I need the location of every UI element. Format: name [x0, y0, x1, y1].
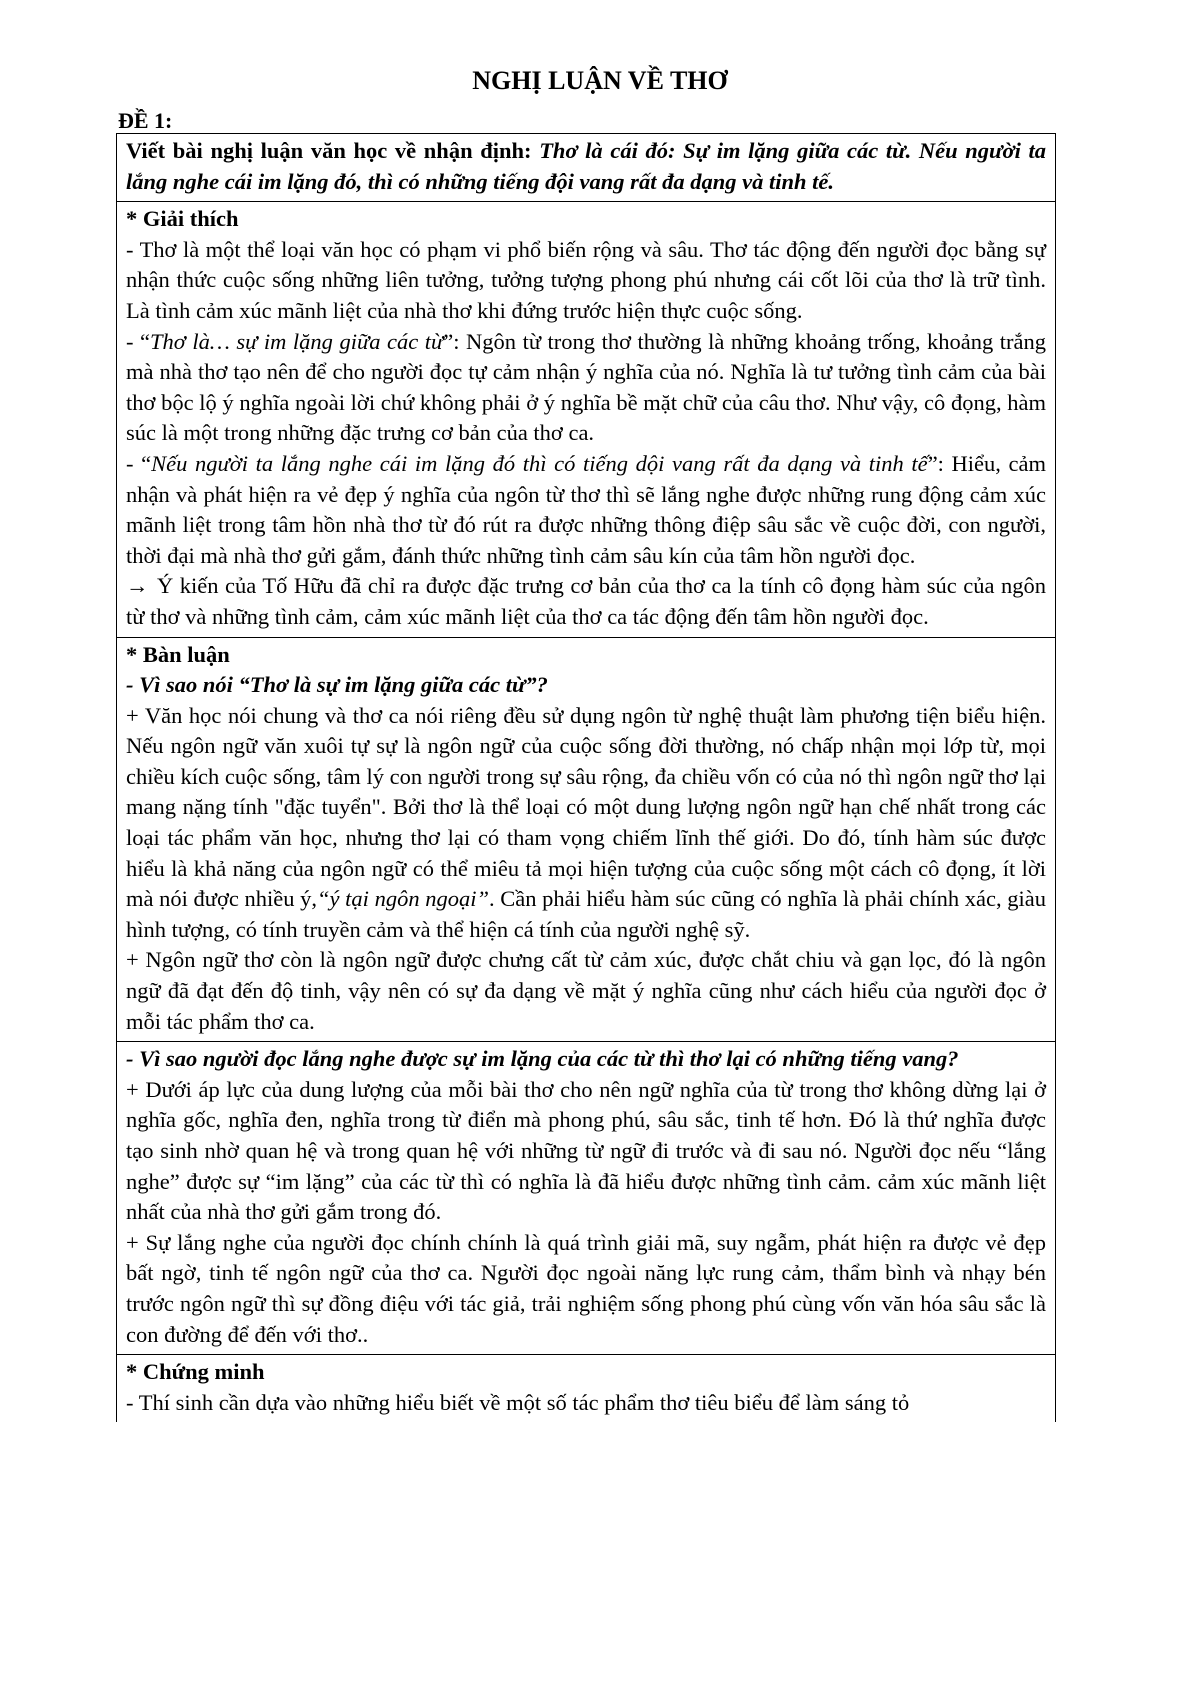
explain-quote: Thơ là… sự im lặng giữa các từ — [150, 328, 444, 354]
discuss-question: - Vì sao nói “Thơ là sự im lặng giữa các từ”? — [126, 672, 548, 698]
prove-paragraph: - Thí sinh cần dựa vào những hiểu biết về một số tác phẩm thơ tiêu biểu để làm sáng tỏ — [126, 1389, 910, 1415]
discuss-cell — [117, 637, 1056, 1042]
prove-heading: * Chứng minh — [126, 1359, 265, 1385]
discuss2-cell — [117, 1042, 1056, 1355]
explain-paragraph — [126, 449, 1046, 571]
discuss-heading: * Bàn luận — [126, 641, 230, 667]
table-row — [117, 202, 1056, 637]
explain-paragraph — [126, 571, 1046, 632]
document-title: NGHỊ LUẬN VỀ THƠ — [472, 66, 728, 95]
table-row — [117, 1042, 1056, 1355]
explain-text: ”: Ngôn từ trong thơ thường là những khoảng trống, khoảng trắng mà nhà thơ tạo nên để cho người đọc tự cảm nhận ý nghĩa của nó. Nghĩa là tư tưởng tình cảm của bài thơ bộc lộ ý nghĩa ngoài lời chứ không phải ở ý nghĩa bề mặt chữ của câu thơ. Như vậy, cô đọng, hàm súc là một trong những đặc trưng cơ bản của thơ ca. — [126, 328, 1046, 446]
discuss2-question: - Vì sao người đọc lắng nghe được sự im lặng của các từ thì thơ lại có những tiếng vang? — [126, 1046, 959, 1072]
prompt-lead: Viết bài nghị luận văn học về nhận định: — [126, 138, 540, 163]
prompt-cell — [117, 134, 1056, 202]
prompt-text — [126, 136, 1046, 197]
table-row — [117, 134, 1056, 202]
prompt-quote: Thơ là cái đó: Sự im lặng giữa các từ. Nếu người ta lắng nghe cái im lặng đó, thì có những tiếng đội vang rất đa dạng và tinh tế. — [126, 138, 1046, 194]
discuss-quote: “ý tại ngôn ngoại” — [317, 886, 489, 912]
explain-text: ”: Hiểu, cảm nhận và phát hiện ra vẻ đẹp ý nghĩa của ngôn từ thơ thì sẽ lắng nghe được những rung động cảm xúc mãnh liệt trong tâm hồn nhà thơ từ đó rút ra được những thông điệp sâu sắc về cuộc đời, con người, thời đại mà nhà thơ gửi gắm, đánh thức những tình cảm sâu kín của tâm hồn người đọc. — [126, 450, 1047, 568]
arrow-right-icon: → — [126, 573, 149, 599]
discuss-paragraph — [126, 701, 1046, 946]
prove-cell — [117, 1355, 1056, 1423]
explain-text: Ý kiến của Tố Hữu đã chỉ ra được đặc trưng cơ bản của thơ ca la tính cô đọng hàm súc của ngôn từ thơ và những tình cảm, cảm xúc mãnh liệt của thơ ca tác động đến tâm hồn người đọc. — [126, 573, 1046, 629]
discuss-text: . Cần phải hiểu hàm súc cũng có nghĩa là phải chính xác, giàu hình tượng, có tính truyền cảm và thể hiện cá tính của người nghệ sỹ. — [126, 886, 1046, 942]
discuss-text: + Văn học nói chung và thơ ca nói riêng đều sử dụng ngôn từ nghệ thuật làm phương tiện biểu hiện. Nếu ngôn ngữ văn xuôi tự sự là ngôn ngữ của cuộc sống đời thường, nó chấp nhận mọi lớp từ, mọi chiều kích cuộc sống, tâm lý con người trong sự sâu rộng, đa chiều vốn có của nó thì ngôn ngữ thơ lại mang nặng tính "đặc tuyển". Bởi thơ là thể loại có một dung lượng ngôn ngữ hạn chế nhất trong các loại tác phẩm văn học, nhưng thơ lại có tham vọng chiếm lĩnh thế giới. Do đó, tính hàm súc được hiểu là khả năng của ngôn ngữ có thể miêu tả mọi hiện tượng của cuộc sống một cách cô đọng, ít lời mà nói được nhiều ý, — [126, 702, 1046, 912]
explain-paragraph — [126, 327, 1046, 449]
discuss2-paragraph: + Sự lắng nghe của người đọc chính chính là quá trình giải mã, suy ngẫm, phát hiện ra được vẻ đẹp bất ngờ, tinh tế ngôn ngữ của thơ ca. Người đọc ngoài năng lực rung cảm, thẩm bình và nhạy bén trước ngôn ngữ thì sự đồng điệu với tác giả, trải nghiệm sống phong phú cùng vốn văn hóa sâu sắc là con đường để đến với thơ.. — [126, 1229, 1046, 1347]
exam-heading: ĐỀ 1: — [118, 108, 173, 133]
table-row — [117, 637, 1056, 1042]
quote-open: - “ — [126, 450, 152, 476]
explain-paragraph: - Thơ là một thể loại văn học có phạm vi phổ biến rộng và sâu. Thơ tác động đến người đọc bằng sự nhận thức cuộc sống những liên tưởng, tưởng tượng phong phú nhưng cái cốt lõi của thơ là trữ tình. Là tình cảm xúc mãnh liệt của nhà thơ khi đứng trước hiện thực cuộc sống. — [126, 236, 1046, 323]
explain-cell — [117, 202, 1056, 637]
quote-open: - “ — [126, 328, 151, 354]
explain-heading: * Giải thích — [126, 206, 239, 232]
discuss2-paragraph: + Dưới áp lực của dung lượng của mỗi bài thơ cho nên ngữ nghĩa của từ trong thơ không dừng lại ở nghĩa gốc, nghĩa đen, nghĩa trong từ điển mà phong phú, sâu sắc, tinh tế hơn. Đó là thứ nghĩa được tạo sinh nhờ quan hệ và trong quan hệ với những từ ngữ đi trước và đi sau nó. Người đọc nếu “lắng nghe” được sự “im lặng” của các từ thì có nghĩa là đã hiểu được những tình cảm. cảm xúc mãnh liệt nhất của nhà thơ gửi gắm trong đó. — [126, 1076, 1046, 1225]
table-row — [117, 1355, 1056, 1423]
essay-table — [116, 133, 1056, 1422]
discuss-paragraph: + Ngôn ngữ thơ còn là ngôn ngữ được chưng cất từ cảm xúc, được chắt chiu và gạn lọc, đó là ngôn ngữ đã đạt đến độ tinh, vậy nên có sự đa dạng về mặt ý nghĩa cũng như cách hiểu của người đọc ở mỗi tác phẩm thơ ca. — [126, 947, 1046, 1034]
explain-quote: Nếu người ta lắng nghe cái im lặng đó thì có tiếng dội vang rất đa dạng và tinh tế — [151, 450, 928, 476]
